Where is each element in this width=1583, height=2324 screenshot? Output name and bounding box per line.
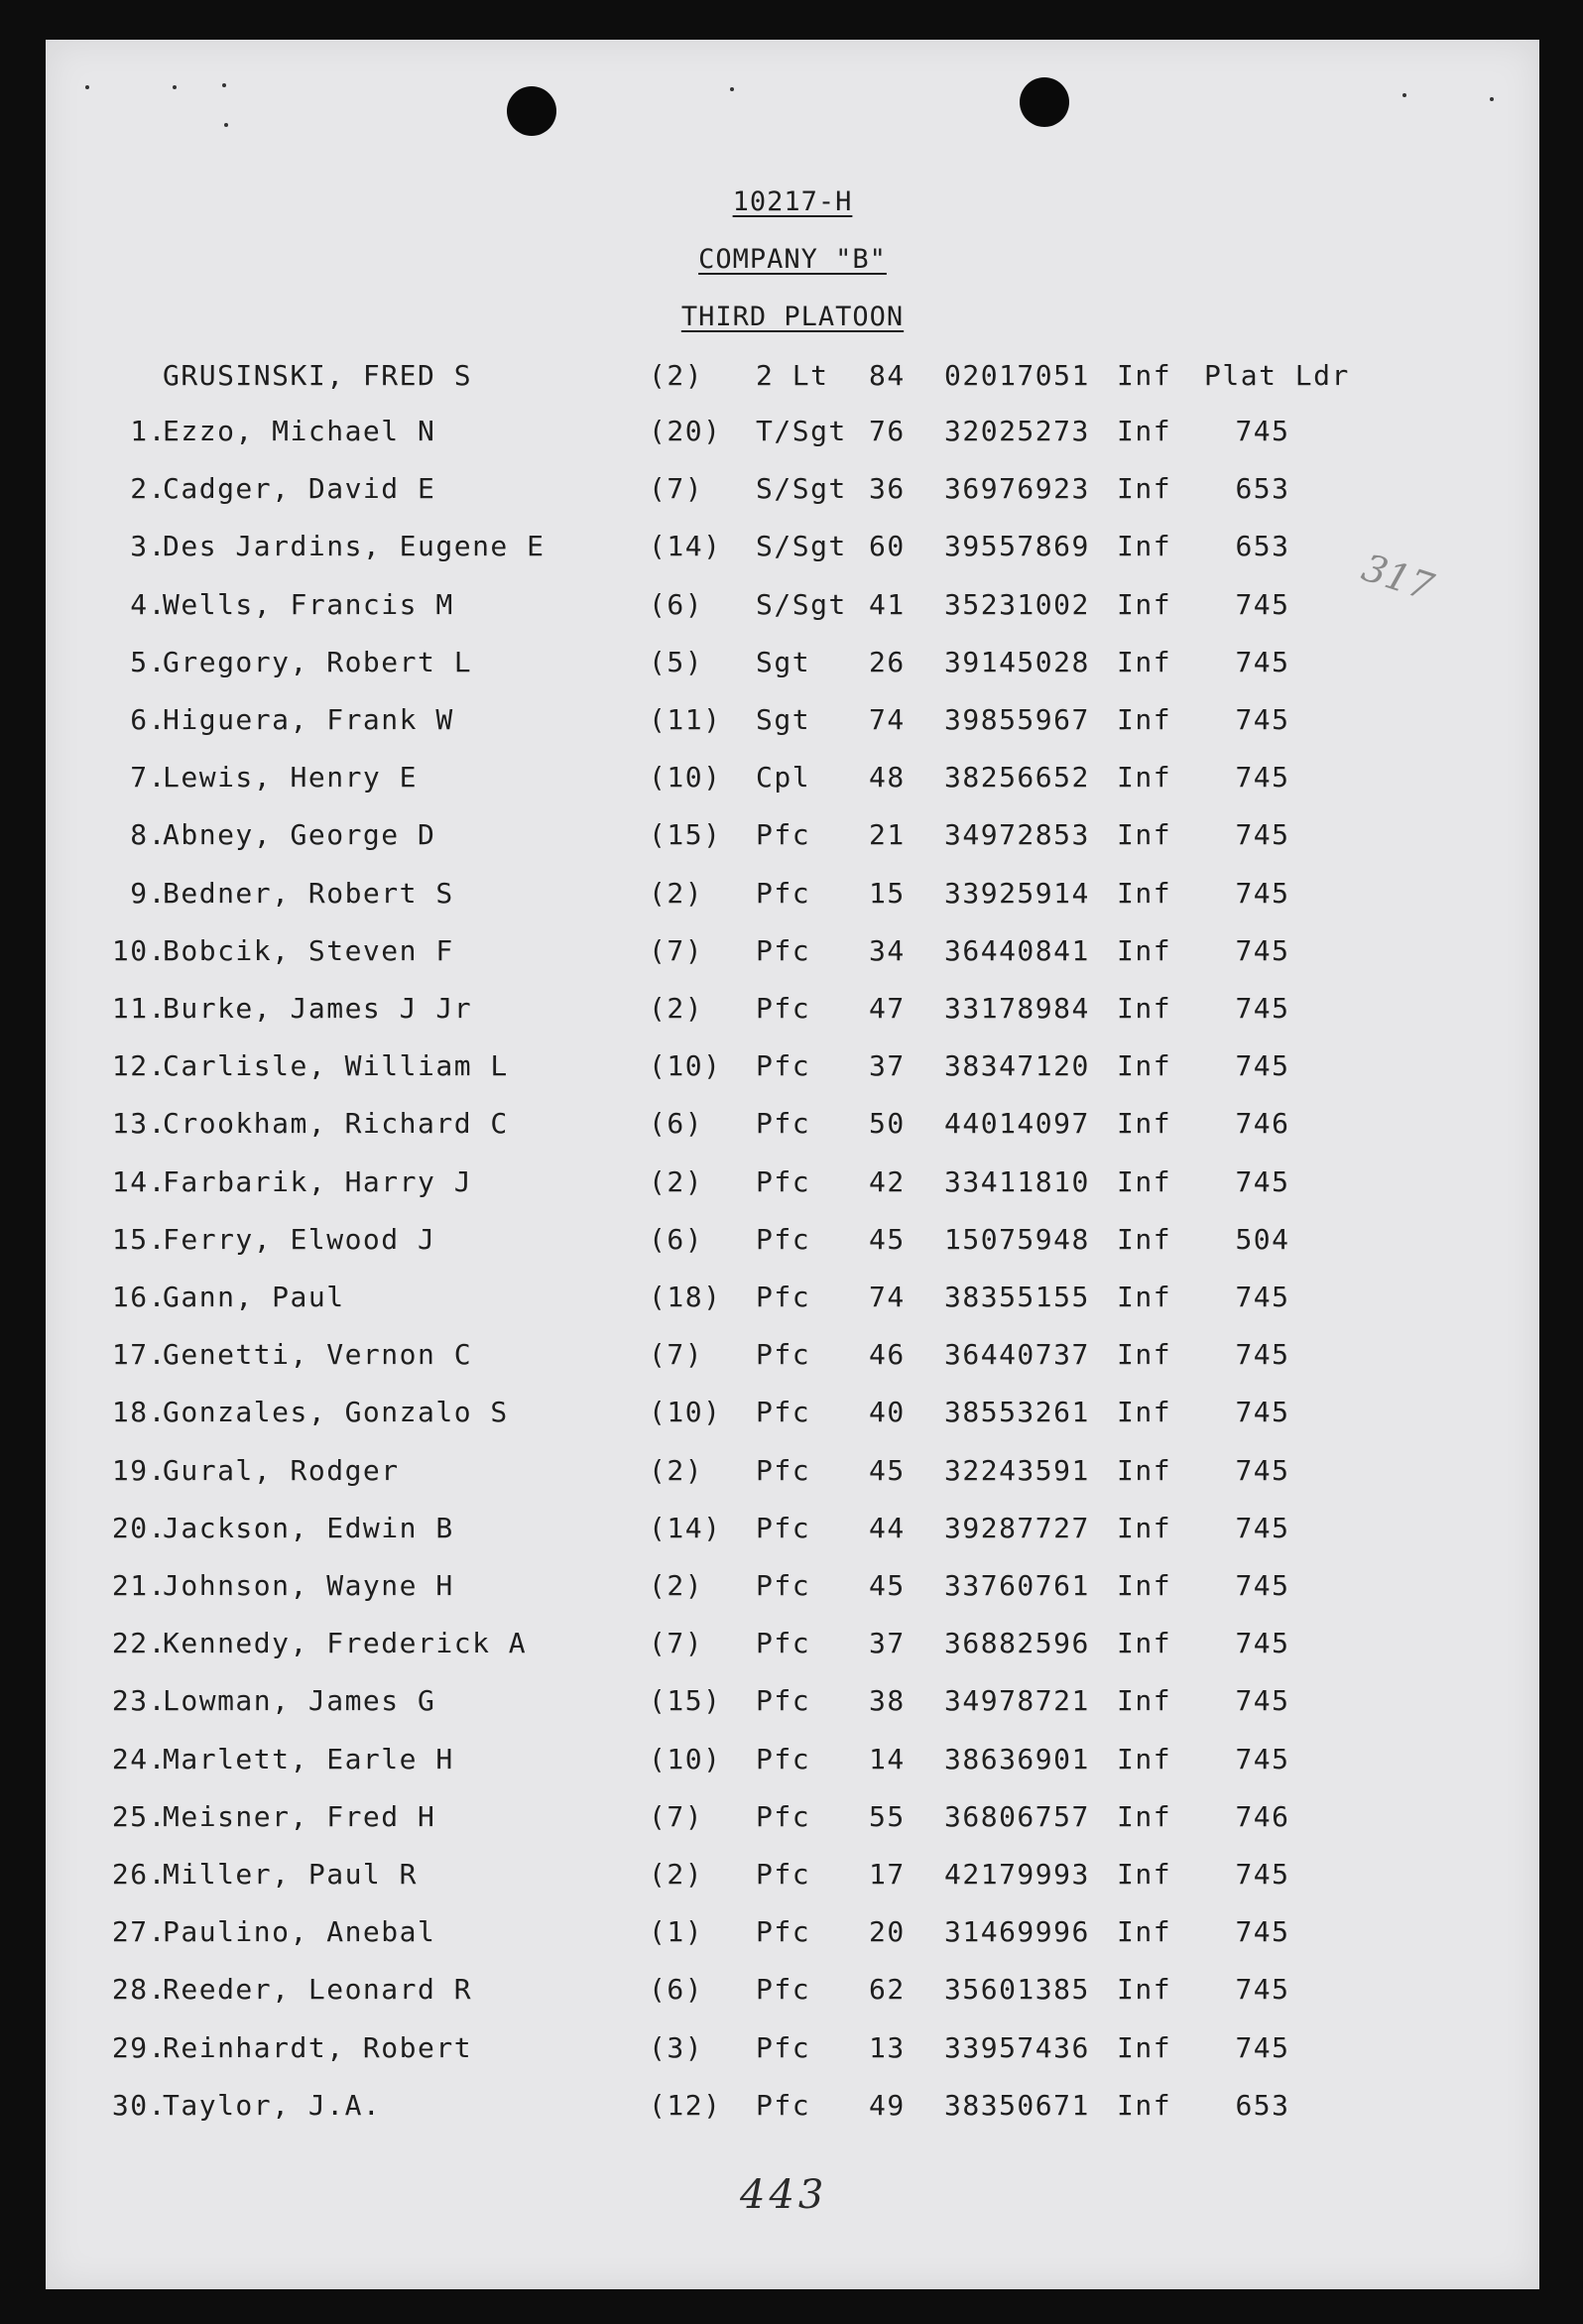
soldier-name: Bobcik, Steven F bbox=[163, 934, 454, 967]
roster-row bbox=[46, 703, 1539, 743]
group-code: (15) bbox=[649, 818, 722, 851]
serial-number: 36440841 bbox=[944, 934, 1090, 967]
group-code: (14) bbox=[649, 530, 722, 562]
age: 45 bbox=[869, 1569, 906, 1602]
branch: Inf bbox=[1117, 646, 1172, 678]
age: 38 bbox=[869, 1684, 906, 1717]
rank: Pfc bbox=[756, 1223, 811, 1256]
group-code: (7) bbox=[649, 1627, 704, 1659]
serial-number: 36440737 bbox=[944, 1338, 1090, 1371]
roster-number: 2. bbox=[130, 472, 167, 505]
company-heading: COMPANY "B" bbox=[698, 244, 887, 275]
roster-number: 27. bbox=[111, 1915, 167, 1948]
soldier-name: Ezzo, Michael N bbox=[163, 415, 436, 447]
branch: Inf bbox=[1117, 1915, 1172, 1948]
branch: Inf bbox=[1117, 818, 1172, 851]
serial-number: 15075948 bbox=[944, 1223, 1090, 1256]
mos-code: 745 bbox=[1235, 646, 1290, 678]
leader-mos: Plat Ldr bbox=[1204, 359, 1350, 392]
roster-number: 10. bbox=[111, 934, 167, 967]
mos-code: 745 bbox=[1235, 934, 1290, 967]
roster-row bbox=[46, 1743, 1539, 1782]
branch: Inf bbox=[1117, 761, 1172, 794]
serial-number: 39287727 bbox=[944, 1512, 1090, 1544]
branch: Inf bbox=[1117, 1281, 1172, 1313]
group-code: (12) bbox=[649, 2089, 722, 2122]
branch: Inf bbox=[1117, 530, 1172, 562]
serial-number: 36806757 bbox=[944, 1800, 1090, 1833]
rank: Pfc bbox=[756, 2089, 811, 2122]
age: 20 bbox=[869, 1915, 906, 1948]
mos-code: 653 bbox=[1235, 530, 1290, 562]
group-code: (11) bbox=[649, 703, 722, 736]
leader-group: (2) bbox=[649, 359, 704, 392]
leader-age: 84 bbox=[869, 359, 906, 392]
group-code: (2) bbox=[649, 877, 704, 910]
soldier-name: Higuera, Frank W bbox=[163, 703, 454, 736]
rank: Pfc bbox=[756, 2031, 811, 2064]
serial-number: 38553261 bbox=[944, 1396, 1090, 1428]
age: 44 bbox=[869, 1512, 906, 1544]
group-code: (2) bbox=[649, 1165, 704, 1198]
rank: Pfc bbox=[756, 1454, 811, 1487]
branch: Inf bbox=[1117, 1858, 1172, 1891]
platoon-heading: THIRD PLATOON bbox=[680, 302, 905, 332]
roster-number: 24. bbox=[111, 1743, 167, 1775]
mos-code: 745 bbox=[1235, 1858, 1290, 1891]
soldier-name: Carlisle, William L bbox=[163, 1049, 509, 1082]
branch: Inf bbox=[1117, 415, 1172, 447]
rank: Pfc bbox=[756, 1743, 811, 1775]
serial-number: 33925914 bbox=[944, 877, 1090, 910]
age: 21 bbox=[869, 818, 906, 851]
soldier-name: Gann, Paul bbox=[163, 1281, 345, 1313]
group-code: (6) bbox=[649, 1973, 704, 2006]
age: 26 bbox=[869, 646, 906, 678]
roster-list bbox=[46, 40, 1539, 2289]
rank: Pfc bbox=[756, 934, 811, 967]
mos-code: 504 bbox=[1235, 1223, 1290, 1256]
mos-code: 745 bbox=[1235, 877, 1290, 910]
rank: S/Sgt bbox=[756, 530, 847, 562]
roster-row bbox=[46, 472, 1539, 512]
roster-row bbox=[46, 1281, 1539, 1320]
group-code: (15) bbox=[649, 1684, 722, 1717]
serial-number: 32025273 bbox=[944, 415, 1090, 447]
serial-number: 33411810 bbox=[944, 1165, 1090, 1198]
mos-code: 745 bbox=[1235, 1049, 1290, 1082]
age: 41 bbox=[869, 588, 906, 621]
age: 62 bbox=[869, 1973, 906, 2006]
mos-code: 745 bbox=[1235, 1743, 1290, 1775]
roster-row bbox=[46, 1684, 1539, 1724]
age: 50 bbox=[869, 1107, 906, 1140]
age: 14 bbox=[869, 1743, 906, 1775]
group-code: (6) bbox=[649, 1223, 704, 1256]
roster-row bbox=[46, 1107, 1539, 1147]
serial-number: 33760761 bbox=[944, 1569, 1090, 1602]
soldier-name: Wells, Francis M bbox=[163, 588, 454, 621]
margin-note: 317 bbox=[1356, 545, 1439, 610]
soldier-name: Kennedy, Frederick A bbox=[163, 1627, 528, 1659]
rank: Pfc bbox=[756, 1512, 811, 1544]
mos-code: 653 bbox=[1235, 472, 1290, 505]
age: 74 bbox=[869, 703, 906, 736]
leader-rank: 2 Lt bbox=[756, 359, 829, 392]
roster-row bbox=[46, 1858, 1539, 1897]
soldier-name: Gonzales, Gonzalo S bbox=[163, 1396, 509, 1428]
age: 55 bbox=[869, 1800, 906, 1833]
group-code: (7) bbox=[649, 1800, 704, 1833]
roster-number: 23. bbox=[111, 1684, 167, 1717]
branch: Inf bbox=[1117, 1049, 1172, 1082]
serial-number: 31469996 bbox=[944, 1915, 1090, 1948]
age: 45 bbox=[869, 1223, 906, 1256]
soldier-name: Gregory, Robert L bbox=[163, 646, 473, 678]
roster-number: 1. bbox=[130, 415, 167, 447]
soldier-name: Reeder, Leonard R bbox=[163, 1973, 473, 2006]
group-code: (7) bbox=[649, 472, 704, 505]
rank: Pfc bbox=[756, 1338, 811, 1371]
roster-number: 9. bbox=[130, 877, 167, 910]
roster-row bbox=[46, 646, 1539, 685]
leader-name: GRUSINSKI, FRED S bbox=[163, 359, 473, 392]
rank: Pfc bbox=[756, 1915, 811, 1948]
rank: Pfc bbox=[756, 1569, 811, 1602]
branch: Inf bbox=[1117, 1223, 1172, 1256]
serial-number: 33957436 bbox=[944, 2031, 1090, 2064]
age: 40 bbox=[869, 1396, 906, 1428]
group-code: (2) bbox=[649, 1454, 704, 1487]
soldier-name: Ferry, Elwood J bbox=[163, 1223, 436, 1256]
serial-number: 38355155 bbox=[944, 1281, 1090, 1313]
rank: Pfc bbox=[756, 1973, 811, 2006]
age: 46 bbox=[869, 1338, 906, 1371]
serial-number: 38636901 bbox=[944, 1743, 1090, 1775]
branch: Inf bbox=[1117, 1165, 1172, 1198]
roster-number: 13. bbox=[111, 1107, 167, 1140]
roster-number: 12. bbox=[111, 1049, 167, 1082]
roster-row bbox=[46, 588, 1539, 628]
roster-number: 17. bbox=[111, 1338, 167, 1371]
roster-number: 14. bbox=[111, 1165, 167, 1198]
branch: Inf bbox=[1117, 1396, 1172, 1428]
roster-number: 16. bbox=[111, 1281, 167, 1313]
mos-code: 745 bbox=[1235, 703, 1290, 736]
branch: Inf bbox=[1117, 1973, 1172, 2006]
serial-number: 35601385 bbox=[944, 1973, 1090, 2006]
roster-row bbox=[46, 934, 1539, 974]
group-code: (20) bbox=[649, 415, 722, 447]
group-code: (6) bbox=[649, 588, 704, 621]
roster-row bbox=[46, 1338, 1539, 1378]
mos-code: 745 bbox=[1235, 818, 1290, 851]
serial-number: 44014097 bbox=[944, 1107, 1090, 1140]
roster-row bbox=[46, 1569, 1539, 1609]
mos-code: 745 bbox=[1235, 1627, 1290, 1659]
age: 45 bbox=[869, 1454, 906, 1487]
rank: Sgt bbox=[756, 703, 811, 736]
branch: Inf bbox=[1117, 934, 1172, 967]
branch: Inf bbox=[1117, 1107, 1172, 1140]
branch: Inf bbox=[1117, 1800, 1172, 1833]
mos-code: 745 bbox=[1235, 1973, 1290, 2006]
rank: Sgt bbox=[756, 646, 811, 678]
branch: Inf bbox=[1117, 1512, 1172, 1544]
group-code: (10) bbox=[649, 761, 722, 794]
soldier-name: Crookham, Richard C bbox=[163, 1107, 509, 1140]
rank: T/Sgt bbox=[756, 415, 847, 447]
rank: Pfc bbox=[756, 992, 811, 1025]
soldier-name: Lewis, Henry E bbox=[163, 761, 419, 794]
rank: Pfc bbox=[756, 818, 811, 851]
mos-code: 745 bbox=[1235, 992, 1290, 1025]
age: 37 bbox=[869, 1627, 906, 1659]
mos-code: 745 bbox=[1235, 2031, 1290, 2064]
group-code: (3) bbox=[649, 2031, 704, 2064]
leader-branch: Inf bbox=[1117, 359, 1172, 392]
mos-code: 745 bbox=[1235, 1281, 1290, 1313]
mos-code: 745 bbox=[1235, 588, 1290, 621]
age: 42 bbox=[869, 1165, 906, 1198]
roster-number: 25. bbox=[111, 1800, 167, 1833]
serial-number: 39557869 bbox=[944, 530, 1090, 562]
group-code: (10) bbox=[649, 1396, 722, 1428]
mos-code: 745 bbox=[1235, 1396, 1290, 1428]
roster-row bbox=[46, 1165, 1539, 1205]
group-code: (5) bbox=[649, 646, 704, 678]
serial-number: 36882596 bbox=[944, 1627, 1090, 1659]
rank: Pfc bbox=[756, 1107, 811, 1140]
serial-number: 32243591 bbox=[944, 1454, 1090, 1487]
roster-number: 21. bbox=[111, 1569, 167, 1602]
serial-number: 38350671 bbox=[944, 2089, 1090, 2122]
mos-code: 745 bbox=[1235, 1569, 1290, 1602]
mos-code: 745 bbox=[1235, 415, 1290, 447]
group-code: (1) bbox=[649, 1915, 704, 1948]
soldier-name: Miller, Paul R bbox=[163, 1858, 419, 1891]
mos-code: 746 bbox=[1235, 1800, 1290, 1833]
roster-number: 4. bbox=[130, 588, 167, 621]
soldier-name: Bedner, Robert S bbox=[163, 877, 454, 910]
serial-number: 39855967 bbox=[944, 703, 1090, 736]
roster-row bbox=[46, 1973, 1539, 2013]
age: 36 bbox=[869, 472, 906, 505]
roster-row bbox=[46, 1627, 1539, 1666]
roster-number: 15. bbox=[111, 1223, 167, 1256]
leader-serial: 02017051 bbox=[944, 359, 1090, 392]
document-page bbox=[46, 40, 1539, 2289]
soldier-name: Reinhardt, Robert bbox=[163, 2031, 473, 2064]
roster-number: 22. bbox=[111, 1627, 167, 1659]
roster-number: 11. bbox=[111, 992, 167, 1025]
roster-row bbox=[46, 1396, 1539, 1435]
mos-code: 745 bbox=[1235, 761, 1290, 794]
soldier-name: Abney, George D bbox=[163, 818, 436, 851]
roster-row bbox=[46, 530, 1539, 569]
soldier-name: Cadger, David E bbox=[163, 472, 436, 505]
soldier-name: Paulino, Anebal bbox=[163, 1915, 436, 1948]
age: 13 bbox=[869, 2031, 906, 2064]
mos-code: 745 bbox=[1235, 1454, 1290, 1487]
roster-number: 18. bbox=[111, 1396, 167, 1428]
mos-code: 745 bbox=[1235, 1165, 1290, 1198]
serial-number: 39145028 bbox=[944, 646, 1090, 678]
serial-number: 36976923 bbox=[944, 472, 1090, 505]
age: 37 bbox=[869, 1049, 906, 1082]
roster-row bbox=[46, 1223, 1539, 1263]
age: 34 bbox=[869, 934, 906, 967]
mos-code: 745 bbox=[1235, 1338, 1290, 1371]
roster-number: 5. bbox=[130, 646, 167, 678]
roster-number: 30. bbox=[111, 2089, 167, 2122]
roster-row bbox=[46, 1800, 1539, 1840]
age: 60 bbox=[869, 530, 906, 562]
roster-number: 20. bbox=[111, 1512, 167, 1544]
age: 15 bbox=[869, 877, 906, 910]
roster-row bbox=[46, 415, 1539, 454]
branch: Inf bbox=[1117, 2031, 1172, 2064]
roster-row bbox=[46, 1512, 1539, 1551]
soldier-name: Genetti, Vernon C bbox=[163, 1338, 473, 1371]
serial-number: 35231002 bbox=[944, 588, 1090, 621]
rank: Pfc bbox=[756, 1858, 811, 1891]
roster-row bbox=[46, 2089, 1539, 2129]
rank: Pfc bbox=[756, 1684, 811, 1717]
rank: Pfc bbox=[756, 1049, 811, 1082]
branch: Inf bbox=[1117, 1454, 1172, 1487]
group-code: (2) bbox=[649, 1858, 704, 1891]
file-number: 10217-H bbox=[732, 186, 853, 217]
rank: Pfc bbox=[756, 1396, 811, 1428]
roster-number: 8. bbox=[130, 818, 167, 851]
soldier-name: Des Jardins, Eugene E bbox=[163, 530, 546, 562]
branch: Inf bbox=[1117, 588, 1172, 621]
age: 49 bbox=[869, 2089, 906, 2122]
branch: Inf bbox=[1117, 2089, 1172, 2122]
branch: Inf bbox=[1117, 877, 1172, 910]
group-code: (6) bbox=[649, 1107, 704, 1140]
mos-code: 745 bbox=[1235, 1915, 1290, 1948]
roster-number: 19. bbox=[111, 1454, 167, 1487]
roster-number: 7. bbox=[130, 761, 167, 794]
rank: Cpl bbox=[756, 761, 811, 794]
roster-row bbox=[46, 992, 1539, 1032]
serial-number: 38256652 bbox=[944, 761, 1090, 794]
age: 17 bbox=[869, 1858, 906, 1891]
roster-row bbox=[46, 1049, 1539, 1089]
mos-code: 746 bbox=[1235, 1107, 1290, 1140]
roster-number: 3. bbox=[130, 530, 167, 562]
serial-number: 34978721 bbox=[944, 1684, 1090, 1717]
rank: Pfc bbox=[756, 1627, 811, 1659]
roster-row bbox=[46, 2031, 1539, 2071]
soldier-name: Lowman, James G bbox=[163, 1684, 436, 1717]
rank: Pfc bbox=[756, 1281, 811, 1313]
soldier-name: Johnson, Wayne H bbox=[163, 1569, 454, 1602]
rank: Pfc bbox=[756, 1800, 811, 1833]
rank: S/Sgt bbox=[756, 588, 847, 621]
roster-row bbox=[46, 761, 1539, 800]
age: 76 bbox=[869, 415, 906, 447]
branch: Inf bbox=[1117, 1569, 1172, 1602]
group-code: (7) bbox=[649, 934, 704, 967]
page-number: 443 bbox=[740, 2172, 828, 2218]
roster-number: 29. bbox=[111, 2031, 167, 2064]
age: 47 bbox=[869, 992, 906, 1025]
roster-number: 28. bbox=[111, 1973, 167, 2006]
soldier-name: Jackson, Edwin B bbox=[163, 1512, 454, 1544]
branch: Inf bbox=[1117, 472, 1172, 505]
roster-row bbox=[46, 877, 1539, 917]
group-code: (18) bbox=[649, 1281, 722, 1313]
serial-number: 42179993 bbox=[944, 1858, 1090, 1891]
branch: Inf bbox=[1117, 703, 1172, 736]
branch: Inf bbox=[1117, 1743, 1172, 1775]
branch: Inf bbox=[1117, 992, 1172, 1025]
mos-code: 745 bbox=[1235, 1684, 1290, 1717]
mos-code: 745 bbox=[1235, 1512, 1290, 1544]
group-code: (10) bbox=[649, 1049, 722, 1082]
rank: Pfc bbox=[756, 877, 811, 910]
roster-row bbox=[46, 1915, 1539, 1955]
age: 48 bbox=[869, 761, 906, 794]
age: 74 bbox=[869, 1281, 906, 1313]
soldier-name: Marlett, Earle H bbox=[163, 1743, 454, 1775]
group-code: (14) bbox=[649, 1512, 722, 1544]
group-code: (10) bbox=[649, 1743, 722, 1775]
roster-row bbox=[46, 818, 1539, 858]
branch: Inf bbox=[1117, 1338, 1172, 1371]
soldier-name: Burke, James J Jr bbox=[163, 992, 473, 1025]
group-code: (2) bbox=[649, 1569, 704, 1602]
branch: Inf bbox=[1117, 1627, 1172, 1659]
serial-number: 33178984 bbox=[944, 992, 1090, 1025]
serial-number: 38347120 bbox=[944, 1049, 1090, 1082]
soldier-name: Taylor, J.A. bbox=[163, 2089, 382, 2122]
rank: Pfc bbox=[756, 1165, 811, 1198]
soldier-name: Farbarik, Harry J bbox=[163, 1165, 473, 1198]
group-code: (7) bbox=[649, 1338, 704, 1371]
soldier-name: Meisner, Fred H bbox=[163, 1800, 436, 1833]
mos-code: 653 bbox=[1235, 2089, 1290, 2122]
soldier-name: Gural, Rodger bbox=[163, 1454, 400, 1487]
serial-number: 34972853 bbox=[944, 818, 1090, 851]
rank: S/Sgt bbox=[756, 472, 847, 505]
group-code: (2) bbox=[649, 992, 704, 1025]
roster-row bbox=[46, 1454, 1539, 1494]
branch: Inf bbox=[1117, 1684, 1172, 1717]
roster-number: 6. bbox=[130, 703, 167, 736]
roster-number: 26. bbox=[111, 1858, 167, 1891]
